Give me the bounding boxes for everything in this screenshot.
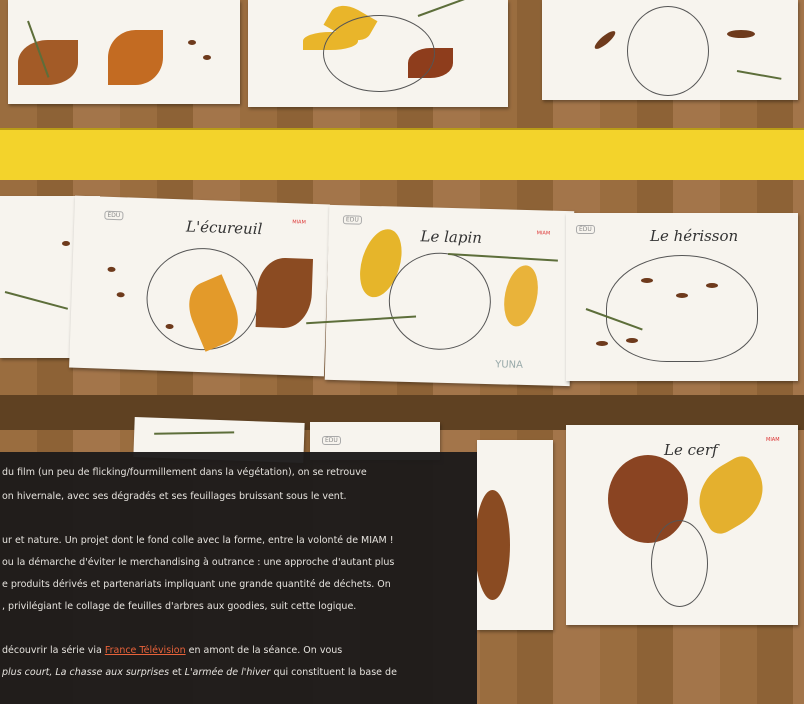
- deer-sketch: [651, 520, 708, 607]
- pine-needle: [737, 70, 782, 80]
- article-line: ou la démarche d'éviter le merchandising à outrance : une approche d'autant plus: [2, 557, 395, 568]
- animal-sketch: [323, 15, 435, 92]
- article-line: on hivernale, avec ses dégradés et ses feuillages bruissant sous le vent.: [2, 491, 347, 502]
- seed: [117, 292, 125, 297]
- rabbit-title: Le lapin: [420, 227, 483, 247]
- text-span: et: [169, 667, 185, 678]
- text-span: qui constituent la base de: [270, 667, 397, 678]
- card-hedgehog: [566, 213, 798, 381]
- seed: [596, 341, 608, 346]
- article-line: ur et nature. Un projet dont le fond colle avec la forme, entre la volonté de MIAM !: [2, 535, 394, 546]
- card-deer: [566, 425, 798, 625]
- text-span: plus court,: [2, 667, 56, 678]
- text-span: découvrir la série via: [2, 645, 105, 656]
- title-span: La chasse aux surprises: [55, 667, 170, 678]
- pine-needle: [418, 0, 466, 17]
- seed: [676, 293, 688, 298]
- hedgehog-title: Le hérisson: [650, 227, 739, 245]
- deer-title: Le cerf: [664, 441, 718, 459]
- owl-sketch: [627, 6, 709, 96]
- seed: [626, 338, 638, 343]
- miam-tag: MIAM: [536, 230, 551, 237]
- leaf: [18, 40, 78, 85]
- leaf: [108, 30, 163, 85]
- article-line: [2, 642, 342, 659]
- seed: [165, 324, 173, 329]
- leaf: [256, 257, 313, 329]
- seed: [706, 283, 718, 288]
- card-squirrel: [69, 196, 330, 377]
- seed: [188, 40, 196, 45]
- logo: ÉDU: [322, 436, 341, 445]
- logo: ÉDU: [343, 215, 362, 224]
- logo: ÉDU: [104, 211, 123, 221]
- seed: [641, 278, 653, 283]
- article-line: , privilégiant le collage de feuilles d'arbres aux goodies, suit cette logique.: [2, 601, 357, 612]
- text-span: en amont de la séance. On vous: [185, 645, 343, 656]
- article-line: [2, 664, 397, 681]
- card-rabbit: [325, 205, 574, 386]
- seed: [592, 29, 617, 52]
- france-television-link[interactable]: France Télévision: [104, 645, 186, 656]
- seed: [62, 241, 70, 246]
- card-top-left: [8, 0, 240, 104]
- rabbit-sketch: [388, 251, 493, 351]
- leaf: [686, 452, 777, 539]
- seed: [727, 30, 755, 38]
- miam-tag: MIAM: [292, 219, 306, 226]
- article-text-overlay: [0, 452, 477, 704]
- article-line: e produits dérivés et partenariats impliquant une grande quantité de déchets. On: [2, 579, 391, 590]
- leaf: [499, 262, 543, 329]
- child-name: YUNA: [495, 359, 524, 371]
- card-top-right: [542, 0, 798, 100]
- card-top-middle: [248, 0, 508, 107]
- logo: ÉDU: [576, 225, 595, 234]
- title-span: L'armée de l'hiver: [184, 667, 271, 678]
- hedgehog-sketch: [606, 255, 758, 362]
- leaf: [475, 490, 510, 600]
- article-line: du film (un peu de flicking/fourmillement dans la végétation), on se retrouve: [2, 467, 367, 478]
- pine-needle: [154, 431, 234, 434]
- pine-needle: [5, 291, 68, 310]
- miam-tag: MIAM: [766, 437, 780, 443]
- card-bottom-3: [477, 440, 553, 630]
- seed: [107, 267, 115, 272]
- seed: [203, 55, 211, 60]
- squirrel-title: L'écureuil: [185, 217, 263, 239]
- yellow-bar: [0, 128, 804, 180]
